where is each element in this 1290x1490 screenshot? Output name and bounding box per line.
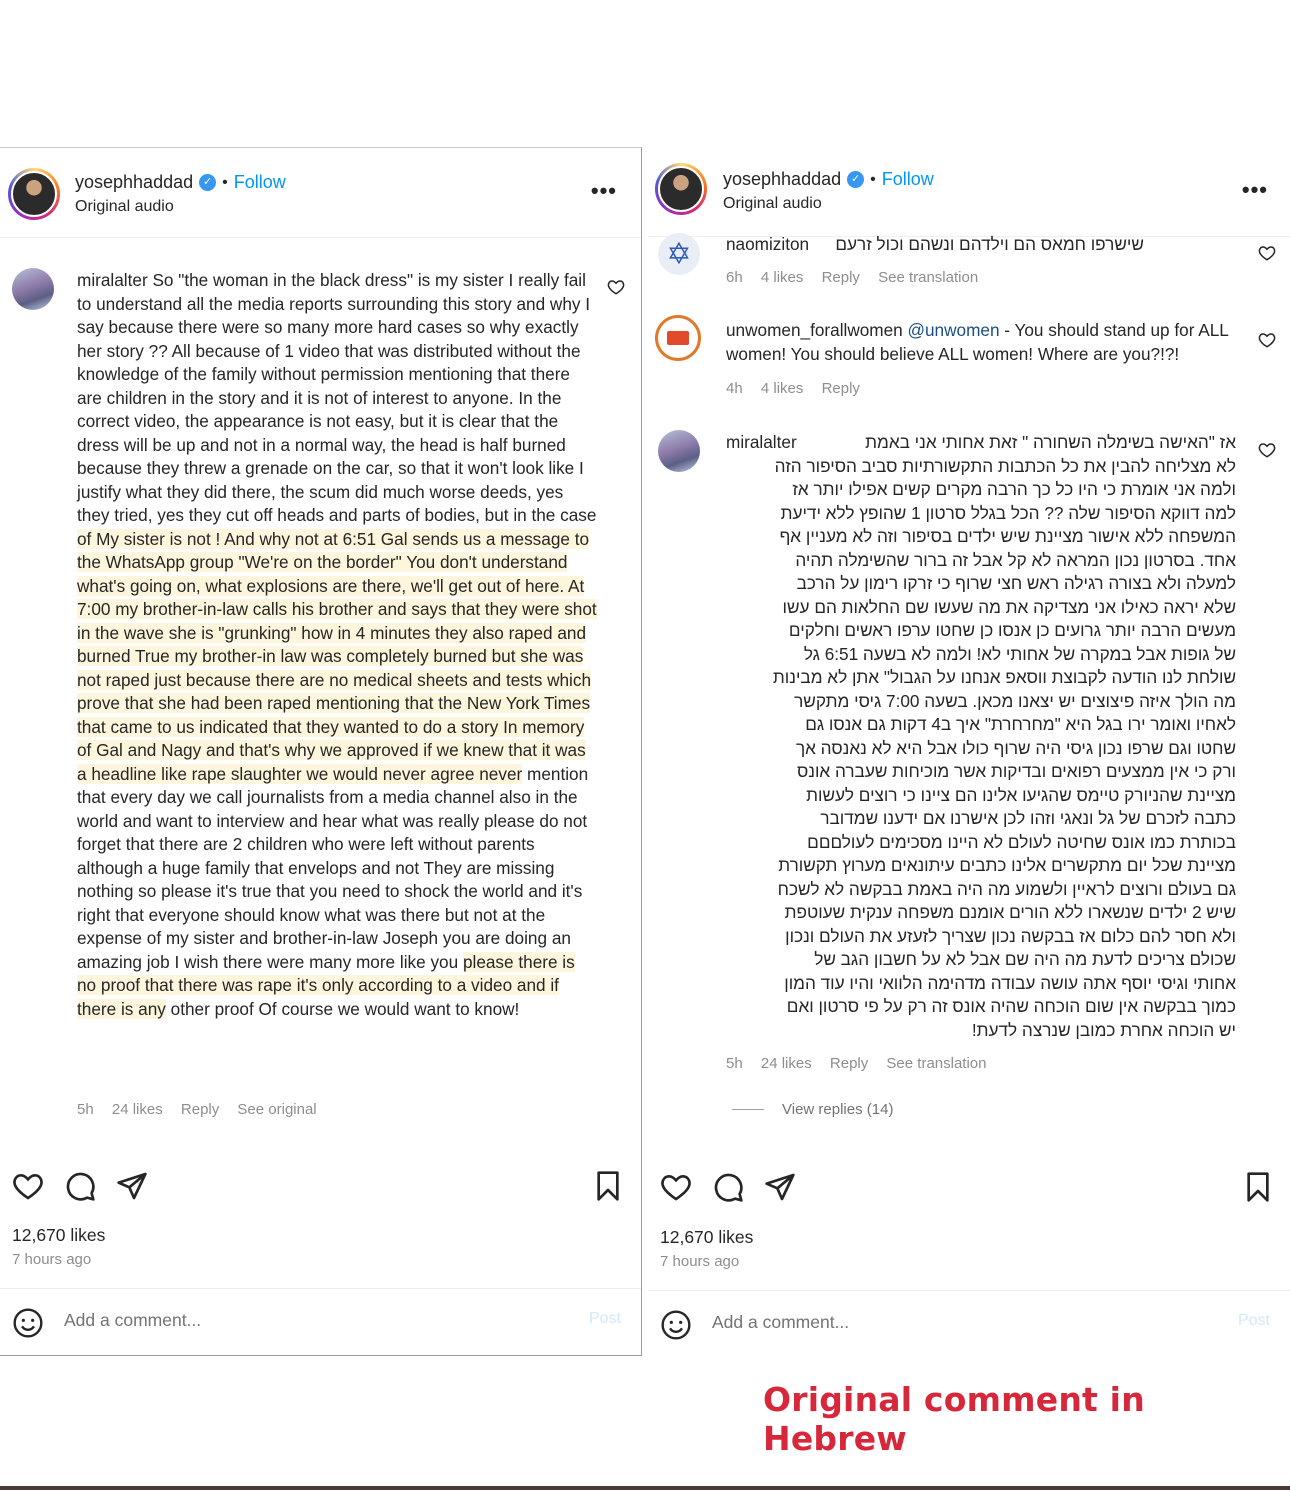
follow-button[interactable]: Follow xyxy=(881,169,934,189)
bottom-edge-bar xyxy=(0,1486,1290,1490)
save-bookmark-icon[interactable] xyxy=(592,1170,624,1202)
hebrew-comment-line: מציינת שכל יום מתקשרים אלינו כתבים עיתונאים מערוץ תקשורת xyxy=(778,855,1236,875)
hebrew-comment-line: גם בעולם ורוצים לראיין ולשמוע מה היה באמת בבקשה לא לשכח xyxy=(777,878,1236,899)
author-avatar[interactable] xyxy=(8,168,60,220)
comment-likes[interactable]: 24 likes xyxy=(760,1055,812,1072)
mention-link[interactable]: @unwomen xyxy=(907,320,1000,340)
reply-button[interactable]: Reply xyxy=(180,1101,220,1118)
commenter-username[interactable]: miralalter xyxy=(726,432,797,452)
author-avatar[interactable] xyxy=(655,163,707,215)
hebrew-comment-line: של גופות אבל במקרה של אחותי לא! ולמה לא בשעה 6:51 גל xyxy=(803,643,1236,664)
hebrew-comment-line: למה דווקא הסיפור שלה ?? הכל בגלל סרטון 1 שהופץ ללא ידיעת xyxy=(780,502,1236,523)
like-heart-icon[interactable] xyxy=(660,1171,692,1203)
post-time: 7 hours ago xyxy=(660,1253,740,1270)
hebrew-comment-line: יש הוכחה אחרת כמובן שנרצה לדעת! xyxy=(971,1019,1236,1040)
commenter-avatar[interactable]: ✡ xyxy=(658,233,700,275)
like-heart-icon[interactable] xyxy=(12,1170,44,1202)
post-actions xyxy=(648,1171,1290,1211)
audio-label[interactable]: Original audio xyxy=(723,195,822,212)
comment-text: naomiziton שישרפו חמאס הם וילדהם ונשהם וכול זרעם xyxy=(726,234,1144,254)
commenter-avatar[interactable] xyxy=(655,315,701,361)
hebrew-comment-line: בכותרת כמו אונס שחיטה לעולם לא היינו מסכימים לעולםםם xyxy=(807,831,1236,852)
comment-meta: 5h 24 likes Reply See translation xyxy=(726,1055,987,1072)
hebrew-comment-line: ולמה אני אומרת כי היו כל כך הרבה מקרים קשים אפילו יותר אז xyxy=(792,479,1236,499)
comment-likes[interactable]: 4 likes xyxy=(760,380,804,397)
like-comment-heart-icon[interactable] xyxy=(1258,331,1276,349)
commenter-username[interactable]: unwomen_forallwomen xyxy=(726,320,903,340)
more-options-icon[interactable]: ••• xyxy=(590,178,617,203)
share-paper-plane-icon[interactable] xyxy=(764,1171,796,1203)
comment-text: unwomen_forallwomen @unwomen - You should stand up for ALL women! You should believe ALL women! Where are you?!?! xyxy=(726,320,1229,364)
verified-badge-icon: ✓ xyxy=(847,171,864,188)
more-options-icon[interactable]: ••• xyxy=(1241,177,1268,202)
caption-original-hebrew: Original comment in Hebrew xyxy=(763,1380,1145,1458)
hebrew-comment-line: שחטו וגם שרפו נכון גיסי היה שרוף כולו אבל היא לא נאנסה אך xyxy=(795,737,1236,758)
post-header: yosephhaddad ✓ • Follow Original audio ••• xyxy=(648,147,1290,237)
hebrew-comment-line: אחד. בסרטון נכון המראה לא קל אבל זה ברור שהשימלה תהיה xyxy=(795,549,1236,570)
add-comment-input[interactable]: Add a comment... xyxy=(712,1312,850,1332)
see-translation-button[interactable]: See translation xyxy=(878,269,979,286)
like-comment-heart-icon[interactable] xyxy=(607,278,625,296)
verified-badge-icon: ✓ xyxy=(199,174,216,191)
see-translation-button[interactable]: See translation xyxy=(886,1055,987,1072)
commenter-username[interactable]: naomiziton xyxy=(726,234,810,254)
view-replies-button[interactable]: View replies (14) xyxy=(732,1101,893,1118)
post-time: 7 hours ago xyxy=(12,1251,92,1268)
commenter-avatar[interactable] xyxy=(12,268,54,310)
hebrew-comment-line: לא מצליחה להבין את כל הכתבות התקשורתיות סביב הסיפור הזה xyxy=(774,455,1236,476)
comment-meta: 5h 24 likes Reply See original xyxy=(77,1101,317,1118)
hebrew-comment-line: שלא יראה כאילו אני מצדיקה את מה שעשו שם החלאות הם עשו xyxy=(782,596,1236,617)
left-post-panel xyxy=(0,147,642,1356)
hebrew-comment-line: מעשים הרבה יותר גרועים כן אנסו כן שחטו ערפו ראשים וחלקים xyxy=(788,620,1236,640)
save-bookmark-icon[interactable] xyxy=(1242,1171,1274,1203)
post-header: yosephhaddad ✓ • Follow Original audio ••• xyxy=(0,148,641,238)
author-username[interactable]: yosephhaddad xyxy=(75,172,194,192)
audio-label[interactable]: Original audio xyxy=(75,198,174,215)
post-likes-count[interactable]: 12,670 likes xyxy=(12,1225,106,1245)
hebrew-comment-line: אחותי וגיסי יוסף אתה עושה עבודה מדהימה הלוואי והיו עוד המון xyxy=(784,972,1236,993)
like-comment-heart-icon[interactable] xyxy=(1258,244,1276,262)
hebrew-comment-line: ולא חסר להם כלום אז בבקשה נכון שצריך לזעזע את העולם ונכון xyxy=(785,925,1236,946)
hebrew-comment-line: מציינת שהניורק טיימס שהגיעו אלינו הם ציינו כי רוצים לעשות xyxy=(806,784,1236,805)
comment-likes[interactable]: 24 likes xyxy=(111,1101,163,1118)
follow-button[interactable]: Follow xyxy=(233,172,286,192)
add-comment-bar xyxy=(648,1290,1290,1354)
emoji-smile-icon[interactable] xyxy=(12,1307,44,1339)
author-username[interactable]: yosephhaddad xyxy=(723,169,842,189)
comment-meta: 4h 4 likes Reply xyxy=(726,380,860,397)
hebrew-comment-line: ורק כי אין ממצעים רפואים ובדיקות אשר מוכיחות שעברה אונס xyxy=(797,761,1236,781)
commenter-username[interactable]: miralalter xyxy=(77,270,148,290)
post-likes-count[interactable]: 12,670 likes xyxy=(660,1227,754,1247)
comment-bubble-icon[interactable] xyxy=(64,1170,96,1202)
hebrew-comment-line: שיש 2 ילדים שנשארו ללא הורים אומנם משפחה ענקית שעוטפת xyxy=(784,902,1236,922)
see-original-button[interactable]: See original xyxy=(237,1101,317,1118)
like-comment-heart-icon[interactable] xyxy=(1258,441,1276,459)
comment-text: miralalter So "the woman in the black dress" is my sister I really fail to understand all the media reports surrounding this story and why I say because there were so many more hard cases so why exactly her story ?? All because of 1 video that was distributed without the knowledge of the family without permission mentioning that there are children in the story and it is not of interest to anyone. In the correct video, the appearance is not easy, but it is clear that the dress will be up and not in a normal way, the head is half burned because they threw a grenade on the car, so that it won't look like I justify what they did there, the scum did much worse deeds, yes they tried, yes they cut off heads and parts of bodies, but in the case of My sister is not ! And why not at 6:51 Gal sends us a message to the WhatsApp group "We're on the border" You don't understand what's going on, what explosions are there, we'll get out of here. At 7:00 my brother-in-law calls his brother and says that they were shot in the wave she is "grunking" how in 4 minutes they also raped and burned True my brother-in law was completely burned but she was not raped just because there are no medical sheets and tests which prove that she had been raped mentioning that the New York Times that came to us indicated that they wanted to do a story In memory of Gal and Nagy and that's why we approved if we knew that it was a headline like rape slaughter we would never agree never mention that every day we call journalists from a media channel also in the world and want to interview and hear what was really please do not forget that there are 2 children who were left without parents although a huge family that envelops and not They are missing nothing so please it's true that you need to shock the world and it's right that everyone should know what was there but not at the expense of my sister and brother-in-law Joseph you are doing an amazing job I wish there were many more like you please there is no proof that there was rape it's only according to a video and if there is any other proof Of course we would want to know! xyxy=(77,270,597,1019)
hebrew-comment-line: כמוך בבקשה אין שום הוכחה שהיה אונס זה רק על פי סרטון ואם xyxy=(786,996,1236,1016)
reply-button[interactable]: Reply xyxy=(821,269,860,286)
hebrew-comment-line: לאחיו ואומר ירו בגל היא "מחרחרת" איך ב4 דקות גם אנסו גם xyxy=(805,714,1236,734)
reply-button[interactable]: Reply xyxy=(829,1055,869,1072)
hebrew-comment-line: שכולם צריכים לדעת מה היה שם אבל לא על חשבון הגב של xyxy=(814,949,1236,969)
hebrew-comment-line: מה הולך איזה פיצוצים יש יצאנו מכאן. בשעה 7:00 גיסי מתקשר xyxy=(794,690,1236,711)
comment-bubble-icon[interactable] xyxy=(712,1171,744,1203)
hebrew-comment-line: כתבה לזכרם של גל ונאגי וזהו לכן אישרנו אם ידענו שמדובר xyxy=(820,808,1236,828)
hebrew-comment-line: שולחת לנו הודעה לקבוצת ווסאפ אנחנו על הגבול" אתן לא מבינות xyxy=(772,667,1236,687)
reply-button[interactable]: Reply xyxy=(821,380,860,397)
commenter-avatar[interactable] xyxy=(658,430,700,472)
hebrew-comment-line: למעלה ולא בצורה רגילה ראש חצי שרוף כי זרקו רימון על הרכב xyxy=(796,573,1236,593)
add-comment-bar xyxy=(0,1288,641,1352)
post-comment-button[interactable]: Post xyxy=(588,1310,621,1327)
hebrew-comment-text xyxy=(726,431,1236,1042)
right-post-panel xyxy=(648,147,1290,1356)
share-paper-plane-icon[interactable] xyxy=(116,1170,148,1202)
comment-likes[interactable]: 4 likes xyxy=(760,269,804,286)
post-comment-button[interactable]: Post xyxy=(1237,1312,1270,1329)
comment-meta: 6h 4 likes Reply See translation xyxy=(726,269,979,286)
emoji-smile-icon[interactable] xyxy=(660,1309,692,1341)
post-actions xyxy=(0,1168,641,1208)
hebrew-comment-line: המשפחה ללא אישור מציינת שיש ילדים בסיפור וזה לא מעניין אף xyxy=(779,526,1236,546)
hebrew-comment-line: אז "האישה בשימלה השחורה " זאת אחותי אני באמת xyxy=(865,432,1236,452)
add-comment-input[interactable]: Add a comment... xyxy=(64,1310,202,1330)
